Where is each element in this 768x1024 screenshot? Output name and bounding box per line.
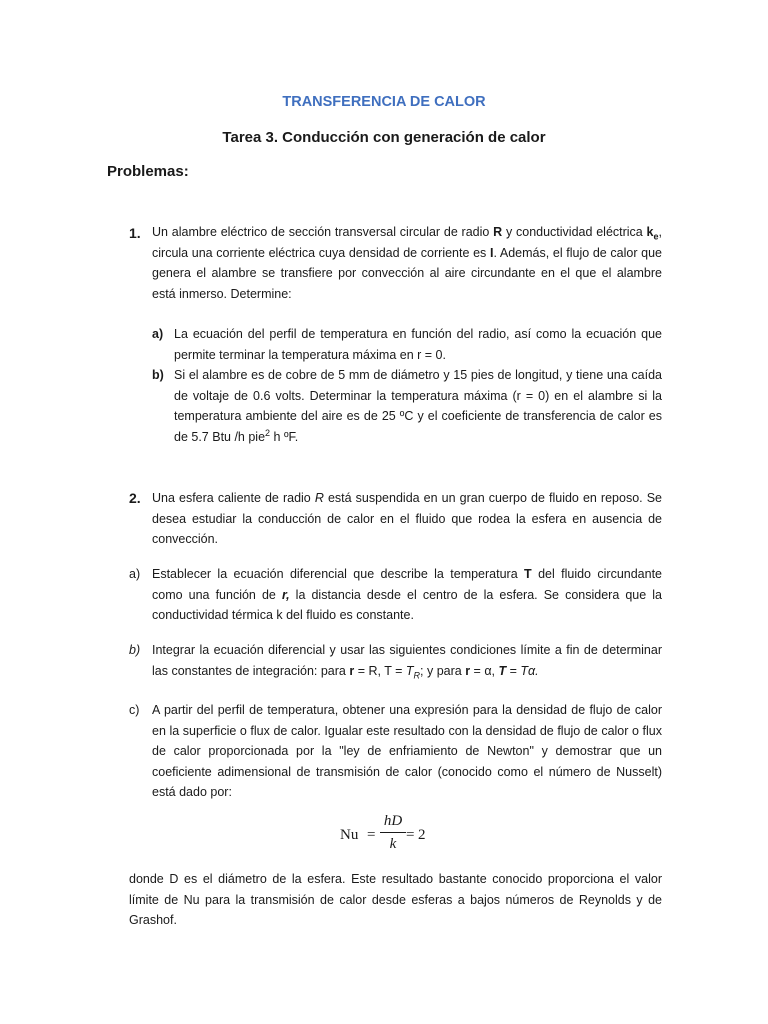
p1-text-b: y conductividad eléctrica	[502, 225, 647, 239]
closing-paragraph: donde D es el diámetro de la esfera. Este resultado bastante conocido proporciona el valor límite de Nu para la transmisión de calor desde esferas a bajos números de Reynolds y de Grashof.	[129, 872, 662, 927]
p2b-tr-symbol: T	[405, 663, 414, 678]
p1-conductivity-symbol: k	[646, 225, 654, 239]
p2b-text-5: =	[506, 663, 521, 678]
p2b-r-symbol-1: r	[349, 663, 355, 678]
p2a-r-symbol: r,	[281, 587, 290, 602]
p1-conductivity-subscript: e	[653, 231, 659, 242]
p2a-temperature-symbol: T	[524, 567, 532, 581]
p2-text-a: Una esfera caliente de radio	[152, 491, 315, 505]
p2b-t-symbol: T	[498, 663, 507, 678]
nusselt-formula	[340, 812, 426, 862]
problem-2-number: 2.	[129, 490, 141, 506]
p2-text-b: está suspendida en un gran cuerpo de fluido en reposo. Se desea estudiar la conducción de calor en el fluido que rodea la esfera en ausencia de convección.	[152, 491, 662, 546]
formula-rhs: 2	[418, 827, 426, 843]
p2b-talpha-symbol: Tα.	[520, 663, 539, 678]
p1-text-a: Un alambre eléctrico de sección transversal circular de radio	[152, 225, 494, 239]
problem-2b-label: b)	[129, 643, 141, 657]
p1-current-symbol: I	[489, 245, 494, 260]
section-heading: Problemas:	[107, 163, 189, 180]
formula-denominator: k	[389, 836, 397, 852]
problem-2c-text: A partir del perfil de temperatura, obtener una expresión para la densidad de flujo de calor en la superficie o flux de calor. Igualar este resultado con la densidad de flujo de calor o flux de calor proporcionada por la "ley de enfriamiento de Newton" y demostrar que un coeficiente adimensional de transmisión de calor (conocido como el número de Nusselt) está dado por:	[152, 703, 662, 799]
page-subtitle: Tarea 3. Conducción con generación de calor	[222, 129, 546, 146]
problem-2-text	[152, 488, 662, 550]
problem-1a-text: La ecuación del perfil de temperatura en función del radio, así como la ecuación que permite terminar la temperatura máxima en r = 0.	[174, 327, 662, 362]
problem-1b-label: b)	[152, 368, 164, 382]
p2-radius-symbol: R	[314, 491, 324, 505]
problem-2c-label: c)	[129, 703, 140, 717]
p1-text-d: . Además, el flujo de calor que genera el alambre se transfiere por convección al aire circundante en el que el alambre está inmerso. Determine:	[152, 245, 662, 301]
p1b-tail: h ºF.	[270, 429, 299, 444]
problem-2a-label: a)	[129, 567, 141, 581]
p2b-tr-subscript: R	[413, 670, 421, 680]
problem-2b-text	[152, 640, 662, 681]
formula-fraction	[380, 812, 406, 853]
formula-numerator: hD	[383, 813, 403, 829]
page-title: TRANSFERENCIA DE CALOR	[282, 94, 486, 110]
p1-radius-symbol: R	[493, 225, 503, 239]
problem-1-text	[152, 222, 662, 304]
p2b-text-4: = α,	[470, 663, 499, 678]
fraction-bar	[380, 832, 406, 833]
problem-1a-label: a)	[152, 327, 164, 341]
formula-equals: =	[367, 827, 376, 843]
p2b-r-symbol-2: r	[465, 663, 471, 678]
problem-2a-text	[152, 564, 662, 626]
p2b-text-2: = R, T =	[354, 663, 406, 678]
p2a-text-2: del fluido circundante como una función de	[152, 567, 663, 602]
p2b-text-3: ; y para	[420, 663, 466, 678]
formula-lhs: Nu	[340, 827, 359, 843]
p1b-superscript: 2	[265, 427, 271, 438]
p2b-text-1: Integrar la ecuación diferencial y usar las siguientes condiciones límite a fin de determinar las constantes de integración: para	[152, 643, 662, 678]
p2a-text-3: la distancia desde el centro de la esfera. Se considera que la conductividad térmica k del fluido es constante.	[152, 587, 662, 622]
p1b-text: Si el alambre es de cobre de 5 mm de diámetro y 15 pies de longitud, y tiene una caída de voltaje de 0.6 volts. Determinar la temperatura máxima (r = 0) en el alambre si la temperatura ambiente del aire es de 25 ºC y el coeficiente de transferencia de calor es de 5.7 Btu /h pie	[174, 368, 662, 444]
problem-1-number: 1.	[129, 225, 141, 241]
p2a-text-1: Establecer la ecuación diferencial que describe la temperatura	[152, 567, 525, 581]
p1-text-c: , circula una corriente eléctrica cuya densidad de corriente es	[152, 225, 662, 260]
problem-1b-text	[174, 365, 662, 447]
formula-approx: =	[406, 827, 415, 843]
